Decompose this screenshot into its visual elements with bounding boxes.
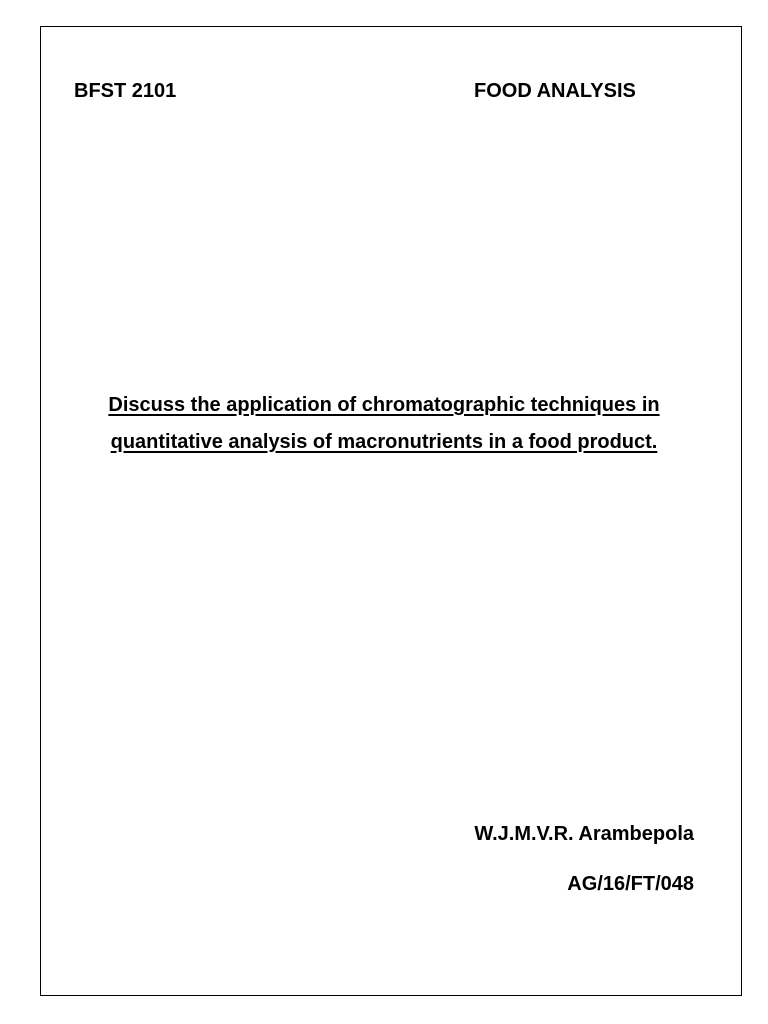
page-border (40, 26, 742, 996)
course-code: BFST 2101 (74, 80, 177, 102)
author-id: AG/16/FT/048 (567, 873, 694, 895)
course-name: FOOD ANALYSIS (474, 80, 636, 102)
author-name: W.J.M.V.R. Arambepola (474, 823, 694, 845)
topic-line-1: Discuss the application of chromatographic techniques in (108, 394, 660, 416)
topic-line-2: quantitative analysis of macronutrients in a food product. (110, 431, 658, 453)
